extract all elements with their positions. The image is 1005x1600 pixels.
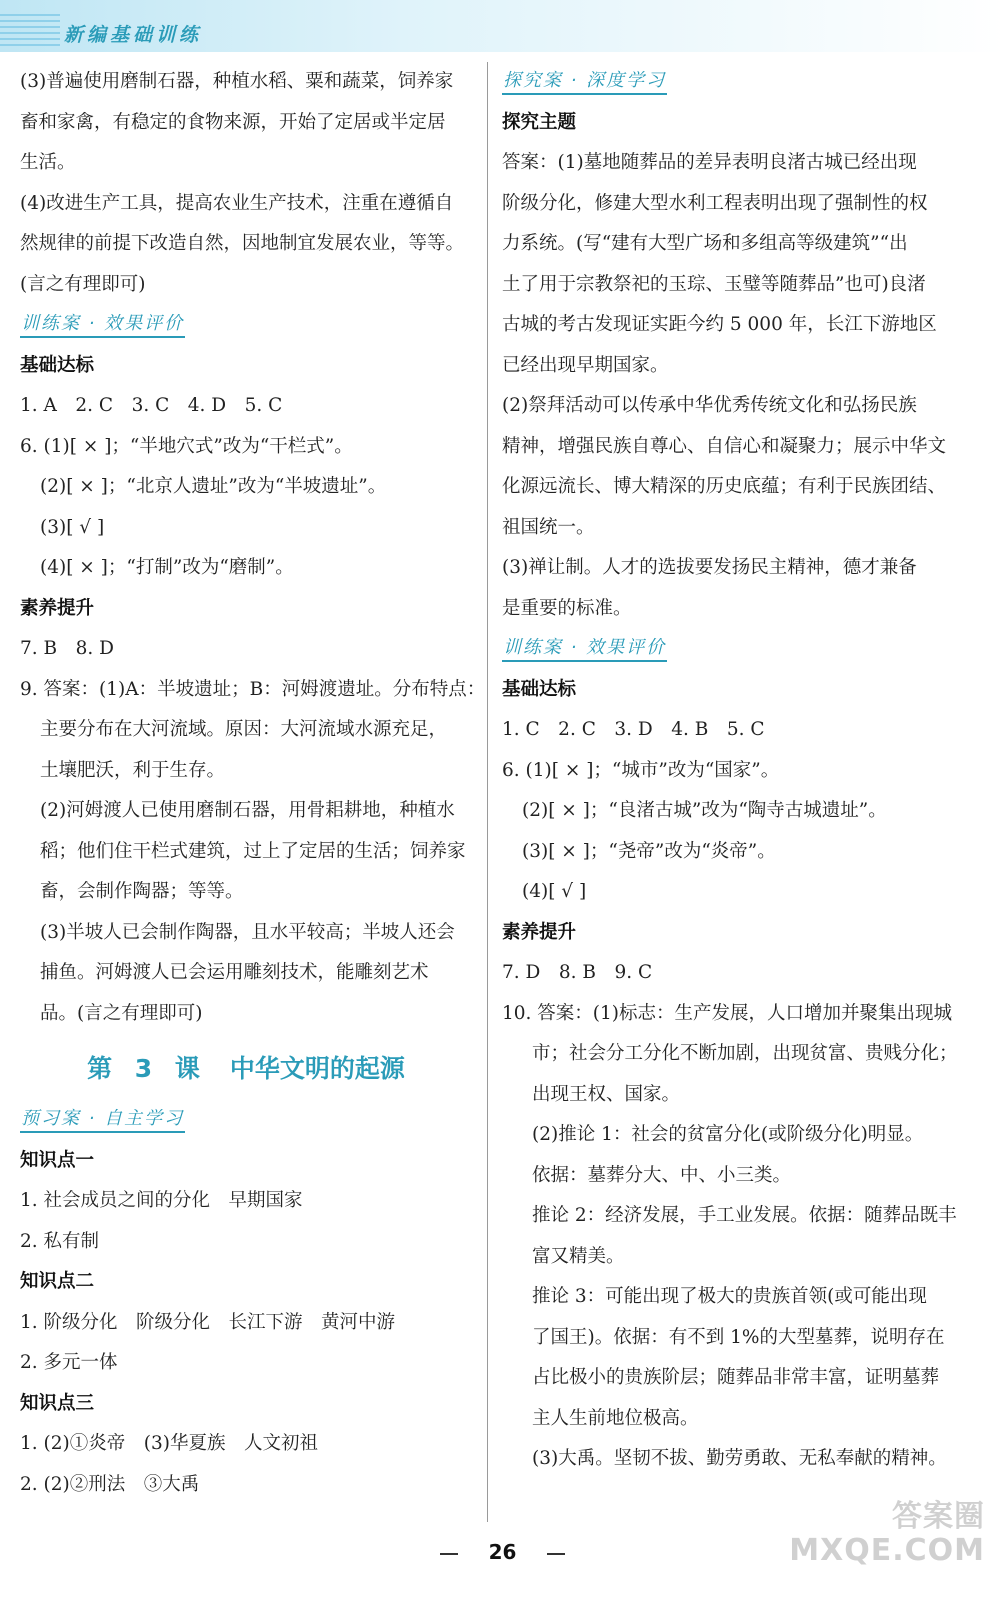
question-subline: (4)[ × ]；“打制”改为“磨制”。 <box>40 557 294 578</box>
section-heading: 基础达标 <box>20 354 95 376</box>
question-subline: 市；社会分工分化不断加剧，出现贫富、贵贱分化； <box>532 1043 958 1064</box>
question-subline: (4)[ √ ] <box>522 881 587 902</box>
question-subline: 依据：墓葬分大、中、小三类。 <box>532 1164 792 1186</box>
section-heading: 素养提升 <box>502 921 577 943</box>
question-subline: 品。(言之有理即可) <box>40 1002 203 1024</box>
answer-line: 1. A 2. C 3. C 4. D 5. C <box>20 395 283 416</box>
question-subline: 推论 3：可能出现了极大的贵族首领(或可能出现 <box>532 1286 927 1307</box>
section-heading: 知识点三 <box>20 1392 95 1414</box>
watermark-line: MXQE.COM <box>789 1533 985 1568</box>
lesson-number: 第 3 课 <box>87 1054 200 1083</box>
question-line: 10. 答案：(1)标志：生产发展，人口增加并聚集出现城 <box>502 1002 953 1024</box>
lesson-name: 中华文明的起源 <box>229 1054 405 1083</box>
question-subline: 占比极小的贵族阶层；随葬品非常丰富，证明墓葬 <box>532 1367 940 1388</box>
dash-left <box>440 1553 458 1555</box>
answer-line: 2. 多元一体 <box>20 1352 118 1373</box>
question-line: 9. 答案：(1)A：半坡遗址；B：河姆渡遗址。分布特点： <box>20 678 486 700</box>
right-column <box>502 62 964 1480</box>
section-tag-label: 训练案 · 效果评价 <box>502 636 667 662</box>
answer-line: 7. B 8. D <box>20 638 114 659</box>
question-subline: (3)[ √ ] <box>40 516 105 538</box>
text-line: 生活。 <box>20 152 76 173</box>
text-line: 化源远流长、博大精深的历史底蕴；有利于民族团结、 <box>502 476 947 497</box>
text-line: 是重要的标准。 <box>502 597 632 619</box>
header-banner <box>0 0 1005 52</box>
text-line: 土了用于宗教祭祀的玉琮、玉璧等随葬品”也可)良渚 <box>502 273 926 295</box>
dash-right <box>547 1553 565 1555</box>
watermark-line: 答案圈 <box>892 1499 985 1534</box>
text-line: 答案：(1)墓地随葬品的差异表明良渚古城已经出现 <box>502 152 917 173</box>
section-heading: 基础达标 <box>502 678 577 700</box>
question-subline: 稻；他们住干栏式建筑，过上了定居的生活；饲养家 <box>40 840 466 862</box>
banner-stripes <box>0 14 60 48</box>
question-subline: (2)[ × ]；“北京人遗址”改为“半坡遗址”。 <box>40 476 387 497</box>
text-line: 祖国统一。 <box>502 516 595 538</box>
text-line: (言之有理即可) <box>20 273 146 295</box>
text-line: 畜和家禽，有稳定的食物来源，开始了定居或半定居 <box>20 111 446 133</box>
text-line: (4)改进生产工具，提高农业生产技术，注重在遵循自 <box>20 192 454 214</box>
question-subline: 主人生前地位极高。 <box>532 1407 699 1429</box>
text-line: 古城的考古发现证实距今约 5 000 年，长江下游地区 <box>502 314 937 335</box>
text-line: (2)祭拜活动可以传承中华优秀传统文化和弘扬民族 <box>502 395 917 416</box>
section-tag <box>20 305 472 346</box>
question-subline: (3)半坡人已会制作陶器，且水平较高；半坡人还会 <box>40 921 455 943</box>
question-subline: 主要分布在大河流域。原因：大河流域水源充足， <box>40 719 448 740</box>
left-column <box>20 62 486 1505</box>
question-subline: 出现王权、国家。 <box>532 1083 681 1105</box>
section-tag <box>20 1100 472 1141</box>
answer-line: 1. 社会成员之间的分化 早期国家 <box>20 1190 303 1211</box>
answer-line: 2. 私有制 <box>20 1230 100 1252</box>
book-title: 新编基础训练 <box>64 24 203 46</box>
text-line: 已经出现早期国家。 <box>502 354 669 376</box>
lesson-title <box>20 1034 472 1100</box>
text-line: (3)普遍使用磨制石器，种植水稻、粟和蔬菜，饲养家 <box>20 71 454 92</box>
section-tag-label: 预习案 · 自主学习 <box>20 1107 185 1133</box>
question-subline: (2)河姆渡人已使用磨制石器，用骨耜耕地，种植水 <box>40 800 455 821</box>
section-tag <box>502 629 964 670</box>
question-subline: 富又精美。 <box>532 1245 625 1267</box>
question-line: 6. (1)[ × ]；“半地穴式”改为“干栏式”。 <box>20 435 353 457</box>
answer-line: 2. (2)②刑法 ③大禹 <box>20 1473 200 1495</box>
question-subline: 捕鱼。河姆渡人已会运用雕刻技术，能雕刻艺术 <box>40 962 429 983</box>
section-heading: 素养提升 <box>20 597 95 619</box>
question-subline: 了国王)。依据：有不到 1%的大型墓葬，说明存在 <box>532 1326 945 1348</box>
column-divider <box>487 62 488 1522</box>
question-subline: (2)推论 1：社会的贫富分化(或阶级分化)明显。 <box>532 1124 924 1145</box>
text-line: 阶级分化，修建大型水利工程表明出现了强制性的权 <box>502 192 928 214</box>
section-tag-label: 训练案 · 效果评价 <box>20 312 185 338</box>
answer-line: 1. 阶级分化 阶级分化 长江下游 黄河中游 <box>20 1311 396 1333</box>
question-subline: 推论 2：经济发展，手工业发展。依据：随葬品既丰 <box>532 1205 957 1226</box>
answer-line: 7. D 8. B 9. C <box>502 962 653 983</box>
question-subline: 土壤肥沃，利于生存。 <box>40 759 226 781</box>
section-heading: 知识点二 <box>20 1271 95 1292</box>
text-line: 力系统。(写“建有大型广场和多组高等级建筑”“出 <box>502 233 908 254</box>
answer-line: 1. C 2. C 3. D 4. B 5. C <box>502 719 765 740</box>
section-heading: 探究主题 <box>502 111 577 133</box>
text-line: (3)禅让制。人才的选拔要发扬民主精神，德才兼备 <box>502 557 917 578</box>
text-line: 精神，增强民族自尊心、自信心和凝聚力；展示中华文 <box>502 435 947 457</box>
question-subline: (3)[ × ]；“尧帝”改为“炎帝”。 <box>522 840 776 862</box>
question-line: 6. (1)[ × ]；“城市”改为“国家”。 <box>502 759 780 781</box>
question-subline: 畜，会制作陶器；等等。 <box>40 881 244 902</box>
section-tag-label: 探究案 · 深度学习 <box>502 69 667 95</box>
section-heading: 知识点一 <box>20 1149 95 1171</box>
section-tag <box>502 62 964 103</box>
page-number <box>0 1540 1005 1564</box>
question-subline: (2)[ × ]；“良渚古城”改为“陶寺古城遗址”。 <box>522 800 887 821</box>
page-number-value: 26 <box>488 1540 517 1564</box>
text-line: 然规律的前提下改造自然，因地制宜发展农业，等等。 <box>20 233 465 254</box>
question-subline: (3)大禹。坚韧不拔、勤劳勇敢、无私奉献的精神。 <box>532 1448 947 1469</box>
answer-line: 1. (2)①炎帝 (3)华夏族 人文初祖 <box>20 1433 318 1454</box>
